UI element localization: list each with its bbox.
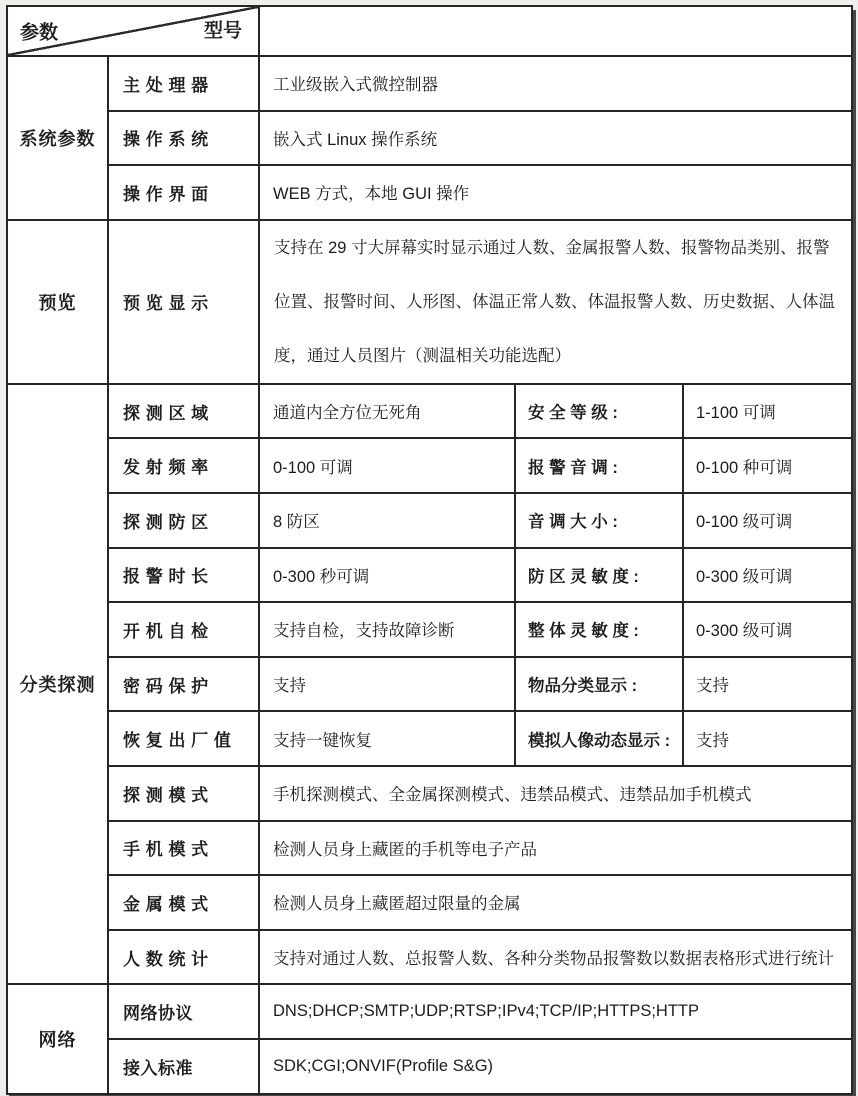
- row-value-2: 0-300 级可调: [683, 602, 852, 657]
- section-system-params: 系统参数: [7, 56, 108, 220]
- row-label: 接入标准: [108, 1039, 259, 1094]
- spec-sheet: [6, 5, 851, 1095]
- table-row: [7, 657, 852, 712]
- table-row: [7, 220, 852, 384]
- row-value: 支持一键恢复: [259, 711, 515, 766]
- row-value: 通道内全方位无死角: [259, 384, 515, 439]
- row-label: 密 码 保 护: [108, 657, 259, 712]
- row-value-2: 支持: [683, 711, 852, 766]
- row-label: 手 机 模 式: [108, 821, 259, 876]
- row-value-2: 支持: [683, 657, 852, 712]
- row-value: 支持: [259, 657, 515, 712]
- table-row: [7, 602, 852, 657]
- row-value: 嵌入式 Linux 操作系统: [259, 111, 852, 166]
- row-value-2: 1-100 可调: [683, 384, 852, 439]
- table-row: [7, 1039, 852, 1094]
- row-label: 开 机 自 检: [108, 602, 259, 657]
- row-label: 操 作 界 面: [108, 165, 259, 220]
- row-label: 发 射 频 率: [108, 438, 259, 493]
- table-row: [7, 56, 852, 111]
- table-row: [7, 493, 852, 548]
- row-label: 探 测 防 区: [108, 493, 259, 548]
- table-row: [7, 548, 852, 603]
- row-value: 支持在 29 寸大屏幕实时显示通过人数、金属报警人数、报警物品类别、报警位置、报警时间、人形图、体温正常人数、体温报警人数、历史数据、人体温度，通过人员图片（测温相关功能选配）: [259, 220, 852, 384]
- section-network: 网络: [7, 984, 108, 1093]
- row-value: 检测人员身上藏匿超过限量的金属: [259, 875, 852, 930]
- section-preview: 预览: [7, 220, 108, 384]
- table-row: [7, 111, 852, 166]
- row-label: 主 处 理 器: [108, 56, 259, 111]
- table-row: [7, 711, 852, 766]
- param-axis-label: 参数: [20, 22, 59, 44]
- row-label-2: 安 全 等 级 :: [515, 384, 683, 439]
- row-value: 支持自检，支持故障诊断: [259, 602, 515, 657]
- row-label: 探 测 模 式: [108, 766, 259, 821]
- row-value-2: 0-300 级可调: [683, 548, 852, 603]
- model-header-cell: [259, 6, 852, 56]
- row-label: 人 数 统 计: [108, 930, 259, 985]
- spec-table: [6, 5, 853, 1095]
- row-label-2: 整 体 灵 敏 度 :: [515, 602, 683, 657]
- row-value: 8 防区: [259, 493, 515, 548]
- table-row: [7, 384, 852, 439]
- row-label-2: 防 区 灵 敏 度 :: [515, 548, 683, 603]
- table-row: [7, 165, 852, 220]
- row-label: 报 警 时 长: [108, 548, 259, 603]
- row-value: 0-100 可调: [259, 438, 515, 493]
- row-value: WEB 方式，本地 GUI 操作: [259, 165, 852, 220]
- row-label: 探 测 区 域: [108, 384, 259, 439]
- table-row: [7, 766, 852, 821]
- row-value-2: 0-100 种可调: [683, 438, 852, 493]
- row-label-2: 物品分类显示 :: [515, 657, 683, 712]
- table-row: [7, 875, 852, 930]
- row-value-2: 0-100 级可调: [683, 493, 852, 548]
- row-value: 工业级嵌入式微控制器: [259, 56, 852, 111]
- row-label-2: 报 警 音 调 :: [515, 438, 683, 493]
- header-row: [7, 6, 852, 56]
- row-label: 网络协议: [108, 984, 259, 1039]
- table-row: [7, 930, 852, 985]
- row-value: 检测人员身上藏匿的手机等电子产品: [259, 821, 852, 876]
- row-label-2: 模拟人像动态显示 :: [515, 711, 683, 766]
- table-row: [7, 984, 852, 1039]
- table-row: [7, 821, 852, 876]
- corner-header-cell: [7, 6, 259, 56]
- row-label-2: 音 调 大 小 :: [515, 493, 683, 548]
- table-row: [7, 438, 852, 493]
- row-label: 金 属 模 式: [108, 875, 259, 930]
- row-value: 手机探测模式、全金属探测模式、违禁品模式、违禁品加手机模式: [259, 766, 852, 821]
- row-label: 预 览 显 示: [108, 220, 259, 384]
- row-value: SDK;CGI;ONVIF(Profile S&G): [259, 1039, 852, 1094]
- section-classified-detection: 分类探测: [7, 384, 108, 985]
- row-label: 操 作 系 统: [108, 111, 259, 166]
- model-axis-label: 型号: [203, 20, 242, 42]
- row-value: DNS;DHCP;SMTP;UDP;RTSP;IPv4;TCP/IP;HTTPS;HTTP: [259, 984, 852, 1039]
- row-label: 恢 复 出 厂 值: [108, 711, 259, 766]
- row-value: 支持对通过人数、总报警人数、各种分类物品报警数以数据表格形式进行统计: [259, 930, 852, 985]
- row-value: 0-300 秒可调: [259, 548, 515, 603]
